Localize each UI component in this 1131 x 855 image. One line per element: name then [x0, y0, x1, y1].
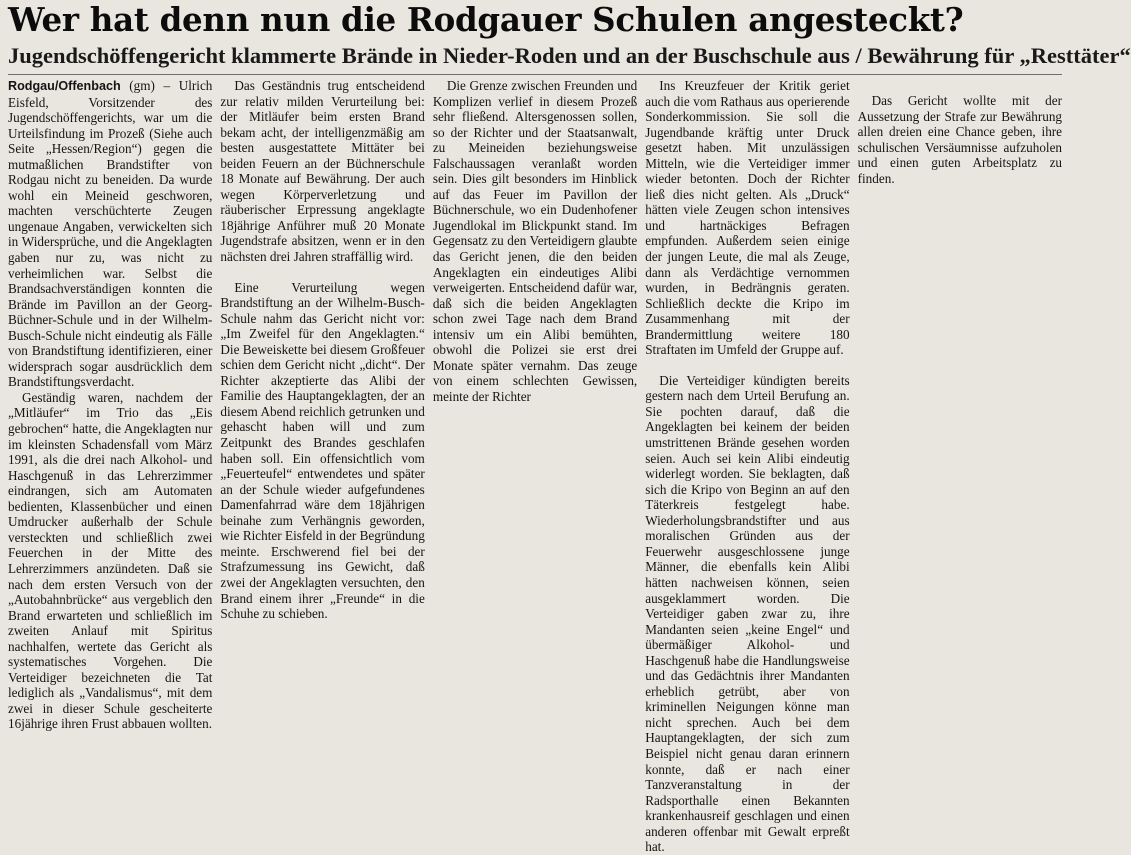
- article-paragraph: Das Gericht wollte mit der Aussetzung der Strafe zur Bewährung allen dreien eine Chance geben, ihre schulischen Versäumnisse aufzuholen und einen guten Arbeitsplatz zu finden.: [857, 93, 1063, 186]
- subheadline: Jugendschöffengericht klammerte Brände in Nieder-Roden und an der Buschschule aus / Bewährung für „Resttäter“: [8, 43, 1131, 68]
- article-paragraph: Die Grenze zwischen Freunden und Komplizen verlief in diesem Prozeß sehr fließend. Altersgenossen sollen, so der Richter und der Staatsanwalt, zu Meineiden beziehungsweise Falschaussagen veranlaßt worden sein. Dies gilt besonders im Hinblick auf das Feuer im Pavillon der Büchnerschule, wo ein Dudenhofener Jugendlokal im Blickpunkt stand. Im Gegensatz zu den Verteidigern glaubte das Gericht jenen, die den beiden Angeklagten ein eindeutiges Alibi verweigerten. Entscheidend dafür war, daß sich die beiden Angeklagten schon zwei Tage nach dem Brand intensiv um ein Alibi bemühten, obwohl die Polizei sie erst drei Monate später vernahm. Das zeuge von einem schlechten Gewissen, meinte der Richter: [432, 78, 638, 404]
- article-paragraph: Die Verteidiger kündigten bereits gestern nach dem Urteil Berufung an. Sie pochten darauf, daß die Angeklagten bei keinem der beiden umstrittenen Brände gesehen worden seien. Auch sei kein Alibi eindeutig widerlegt worden. Sie beklagten, daß sich die Kripo von Beginn an auf den Täterkreis festgelegt habe. Wiederholungsbrandstifter und aus moralischen Gründen aus der Feuerwehr ausgeschlossene junge Männer, die ebenfalls kein Alibi hätten nachweisen können, seien ausgeklammert worden. Die Verteidiger gaben zwar zu, ihre Mandanten seien „keine Engel“ und übermäßiger Alkohol- und Haschgenuß habe die Handlungsweise und das Gedächtnis ihrer Mandanten erheblich getrübt, aber von kriminellen Neigungen könne man nicht sprechen. Auch bei dem Hauptangeklagten, der sich zum Beispiel nicht genau daran erinnern konnte, daß er nach einer Tanzveranstaltung in der Radsporthalle einen Bekannten krankenhausreif geschlagen und einen anderen offenbar mit Gewalt erpreßt hat.: [645, 372, 850, 855]
- article-column-2: [220, 78, 425, 622]
- article-column-3: [433, 78, 637, 534]
- article-paragraph: Geständig waren, nachdem der „Mitläufer“ im Trio das „Eis gebrochen“ hatte, die Angeklagten nur im kleinsten Schadensfall vom März 1991, als die drei nach Alkohol- und Haschgenuß in das Lehrerzimmer eindrangen, sich am Automaten bedienten, Klassenbücher und einen Umdrucker außerhalb der Schule versteckten und schließlich zwei Feuerchen in der Mitte des Lehrerzimmers anzündeten. Daß sie nach dem ersten Versuch von der „Autobahnbrücke“ aus vergeblich den Brand erwarteten und schließlich im zweiten Anlauf mit Spiritus nachhalfen, wertete das Gericht als systematisches Vorgehen. Die Verteidiger bezeichneten die Tat lediglich als „Vandalismus“, mit dem zwei in dieser Schule gescheiterte 16jährige ihren Frust abbauen wollten.: [8, 389, 213, 732]
- paragraph-text: (gm) – Ulrich Eisfeld, Vorsitzender des Jugendschöffengerichts, war um die Urteilsfindung im Prozeß (Siehe auch Seite „Hessen/Region“) gegen die mutmaßlichen Brandstifter von Rodgau nicht zu beneiden. Da wurde wohl ein Meineid geschworen, machten verschüchterte Zeugen ungenaue Angaben, verwickelten sich in Widersprüche, und die Angeklagten gaben nur zu, was nicht zu verheimlichen war. Selbst die Brandsachverständigen konnten die Brände im Pavillon an der Georg-Büchner-Schule und in der Wilhelm-Busch-Schule nicht eindeutig als Fälle von Brandstiftung identifizieren, einer widersprach sogar ausdrücklich dem Brandstiftungsverdacht.: [8, 78, 213, 390]
- article-column-4: [645, 78, 850, 855]
- article-column-5: [858, 78, 1062, 534]
- divider: [8, 74, 1062, 75]
- article-column-1: [8, 78, 213, 732]
- article-paragraph: Eine Verurteilung wegen Brandstiftung an der Wilhelm-Busch-Schule nahm das Gericht nicht vor: „Im Zweifel für den Angeklagten.“ Die Beweiskette bei diesem Großfeuer schien dem Gericht nicht „dicht“. Der Richter akzeptierte das Alibi der Familie des Hauptangeklagten, der an diesem Abend reichlich getrunken und gehascht haben will und zum Zeitpunkt des Brandes geschlafen haben soll. Ein offensichtlich vom „Feuerteufel“ entwendetes und später an der Schule wieder aufgefundenes Damenfahrrad wäre dem 18jährigen beinahe zum Verhängnis geworden, wie Richter Eisfeld in der Begründung meinte. Erschwerend fiel bei der Strafzumessung ins Gewicht, daß zwei der Angeklagten versuchten, den Brand einem ihrer „Freunde“ in die Schuhe zu schieben.: [220, 279, 425, 622]
- article-paragraph: Das Geständnis trug entscheidend zur relativ milden Verurteilung bei: der Mitläufer beim ersten Brand bekam acht, der intelligenzmäßig am besten ausgestattete Mittäter bei beiden Feuern an der Büchnerschule 18 Monate auf Bewährung. Der auch wegen Körperverletzung und räuberischer Erpressung angeklagte 18jährige Anführer muß 20 Monate Jugendstrafe absitzen, wenn er in den nächsten drei Jahren straffällig wird.: [220, 78, 425, 265]
- article-body: [8, 78, 1063, 855]
- lead-paragraph: [8, 78, 212, 390]
- headline: Wer hat denn nun die Rodgauer Schulen angesteckt?: [8, 0, 964, 39]
- article-paragraph: Ins Kreuzfeuer der Kritik geriet auch die vom Rathaus aus operierende Sonderkommission. Sie soll die Jugendbande kräftig unter Druck gesetzt haben. Mit unzulässigen Mitteln, wie die Verteidiger immer wieder betonten. Doch der Richter ließ dies nicht gelten. Als „Druck“ hätten viele Zeugen schon intensives und hartnäckiges Befragen empfunden. Außerdem seien einige der jungen Leute, die mal als Zeuge, dann als Verdächtige vernommen wurden, in Bedrängnis geraten. Schließlich deckte die Kripo im Zusammenhang mit der Brandermittlung weitere 180 Straftaten im Umfeld der Gruppe auf.: [645, 78, 850, 358]
- dateline: Rodgau/Offenbach: [8, 79, 121, 93]
